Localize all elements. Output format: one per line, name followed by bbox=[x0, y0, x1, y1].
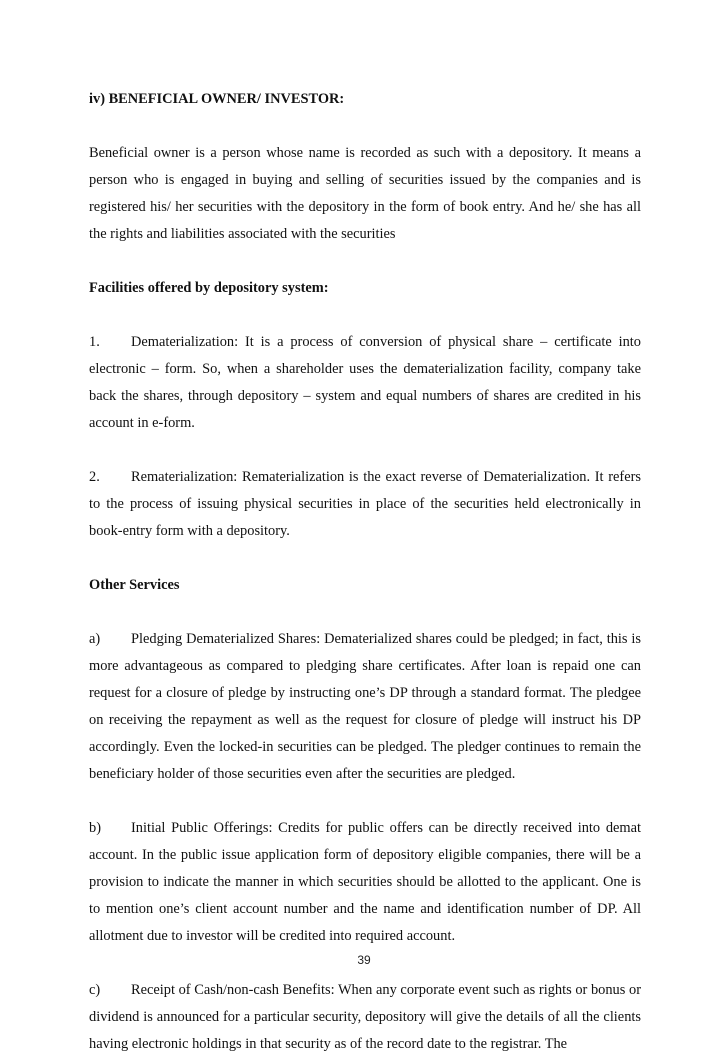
document-page bbox=[89, 86, 641, 1058]
list-marker: 1. bbox=[89, 334, 100, 350]
list-marker: b) bbox=[89, 820, 101, 836]
facility-item-rematerialization bbox=[89, 464, 641, 545]
list-item-text: Dematerialization: It is a process of conversion of physical share – certificate into electronic – form. So, when a shareholder uses the dematerialization facility, company take back the shares, through depository – system and equal numbers of shares are credited in his account in e-form. bbox=[89, 334, 641, 431]
list-item-text: Rematerialization: Rematerialization is the exact reverse of Dematerialization. It refers to the process of issuing physical securities in place of the securities held electronically in book-entry form with a depository. bbox=[89, 469, 641, 539]
spacer bbox=[89, 302, 641, 329]
spacer bbox=[89, 545, 641, 572]
service-item-pledging bbox=[89, 626, 641, 788]
list-item-text: Pledging Dematerialized Shares: Dematerialized shares could be pledged; in fact, this is more advantageous as compared to pledging share certificates. After loan is repaid one can request for a closure of pledge by instructing one’s DP through a standard format. The pledgee on receiving the repayment as well as the request for closure of pledge will instruct his DP accordingly. Even the locked-in securities can be pledged. The pledger continues to remain the beneficiary holder of those securities even after the securities are pledged. bbox=[89, 631, 641, 782]
service-item-benefits bbox=[89, 977, 641, 1058]
spacer bbox=[89, 788, 641, 815]
spacer bbox=[89, 599, 641, 626]
section-heading: iv) BENEFICIAL OWNER/ INVESTOR: bbox=[89, 91, 345, 107]
facility-item-dematerialization bbox=[89, 329, 641, 437]
spacer bbox=[89, 248, 641, 275]
list-marker: 2. bbox=[89, 469, 100, 485]
other-services-heading: Other Services bbox=[89, 577, 180, 593]
beneficial-owner-paragraph: Beneficial owner is a person whose name is recorded as such with a depository. It means a person who is engaged in buying and selling of securities issued by the companies and is registered his/ her securities with the depository in the form of book entry. And he/ she has all the rights and liabilities associated with the securities bbox=[89, 145, 641, 242]
page-number: 39 bbox=[357, 953, 371, 967]
spacer bbox=[89, 113, 641, 140]
list-marker: a) bbox=[89, 631, 101, 647]
list-item-text: Receipt of Cash/non-cash Benefits: When any corporate event such as rights or bonus or dividend is announced for a particular security, depository will give the details of all the clients having electronic holdings in that security as of the record date to the registrar. The bbox=[89, 982, 641, 1052]
service-item-ipo bbox=[89, 815, 641, 950]
list-marker: c) bbox=[89, 982, 101, 998]
spacer bbox=[89, 437, 641, 464]
list-item-text: Initial Public Offerings: Credits for public offers can be directly received into demat account. In the public issue application form of depository eligible companies, there will be a provision to indicate the manner in which securities should be allotted to the applicant. One is to mention one’s client account number and the name and identification number of DP. All allotment due to investor will be credited into required account. bbox=[89, 820, 641, 944]
facilities-heading: Facilities offered by depository system: bbox=[89, 280, 329, 296]
